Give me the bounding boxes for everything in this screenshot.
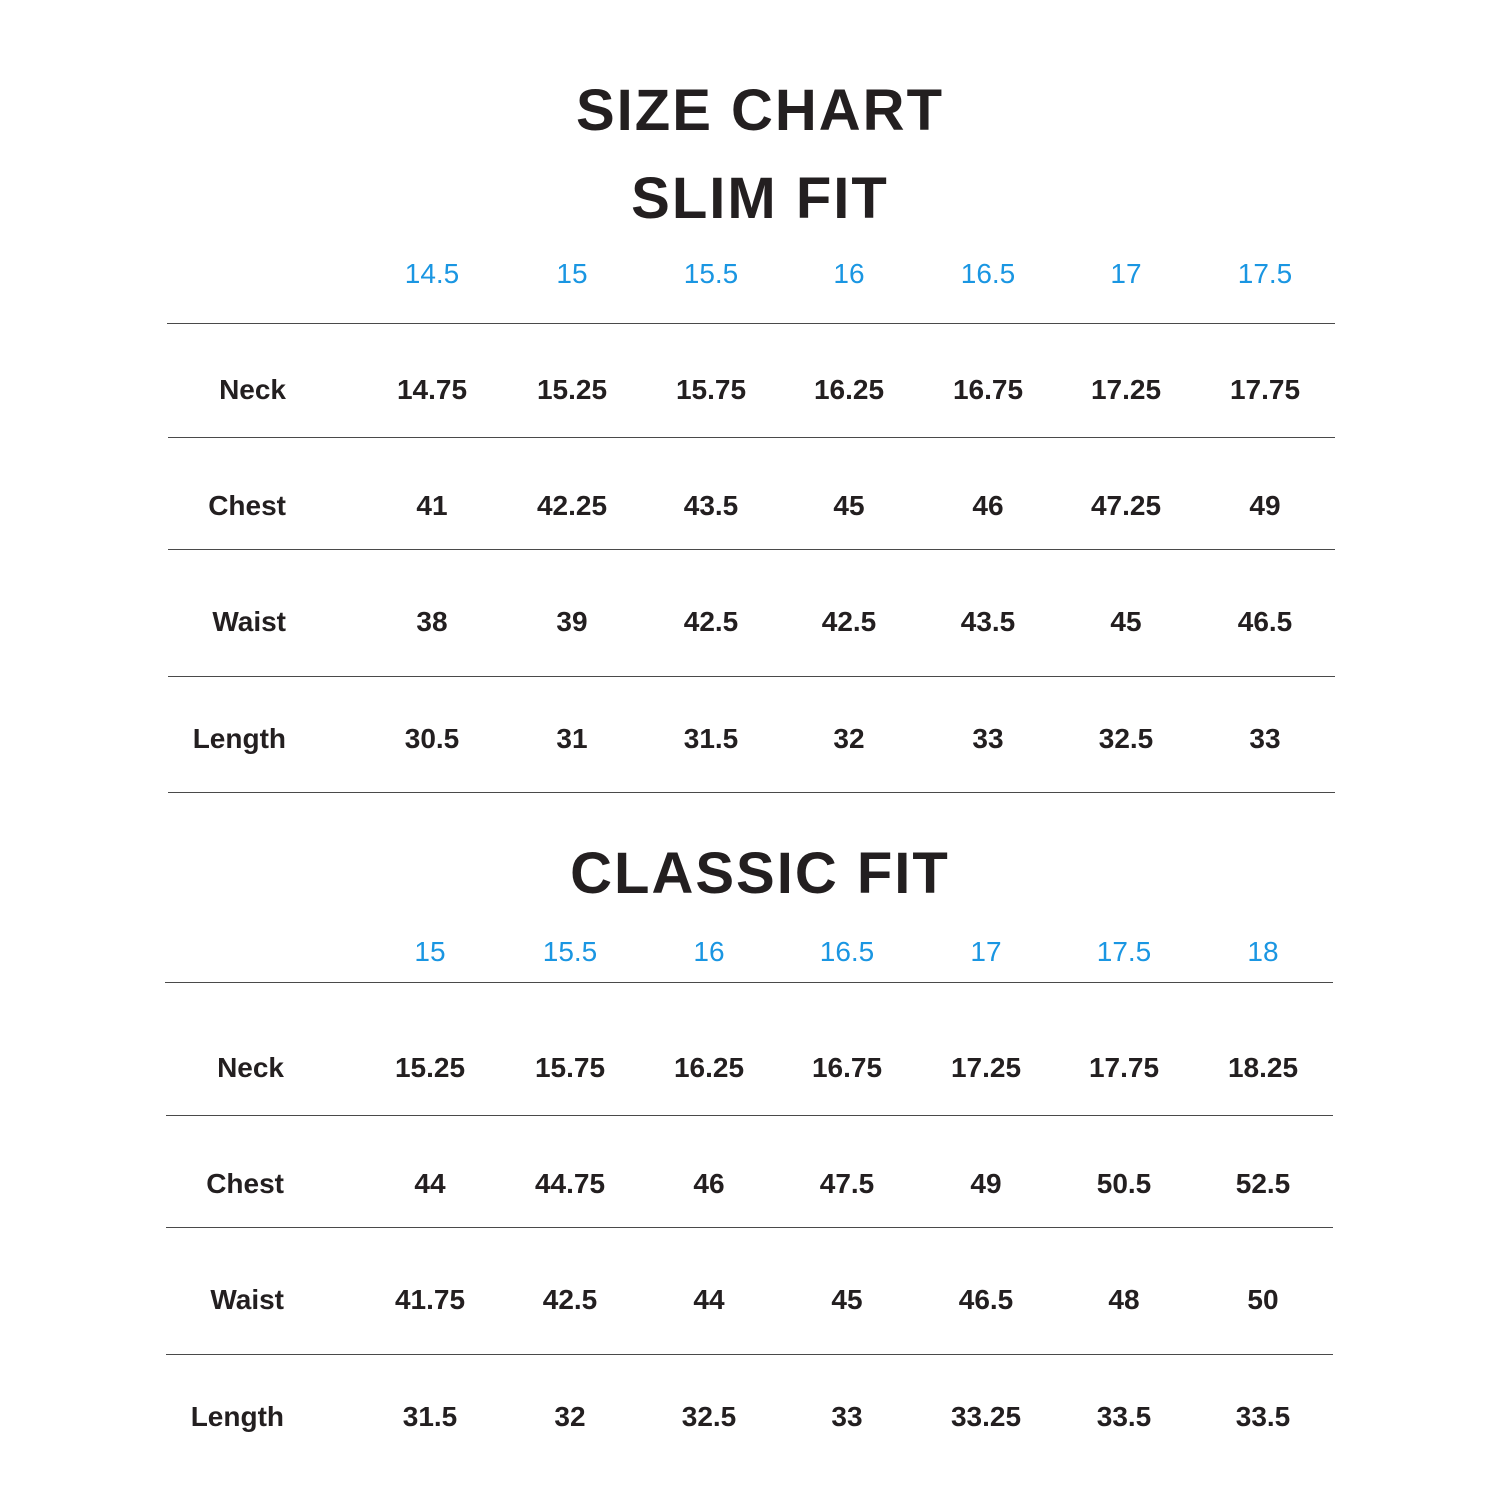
table-cell: 44 bbox=[414, 1168, 446, 1199]
row-label-chest: Chest bbox=[206, 1168, 284, 1199]
table-cell: 31.5 bbox=[402, 1401, 458, 1432]
table-cell: 50 bbox=[1247, 1284, 1279, 1315]
row-label-length: Length bbox=[192, 723, 286, 754]
table-cell: 45 bbox=[1110, 606, 1142, 637]
size-header-cell: 15.5 bbox=[542, 936, 598, 967]
table-cell: 42.25 bbox=[536, 490, 608, 521]
table-cell: 42.5 bbox=[542, 1284, 598, 1315]
table-cell: 47.5 bbox=[819, 1168, 875, 1199]
table-divider bbox=[165, 982, 1333, 983]
row-label-neck: Neck bbox=[219, 374, 286, 405]
table-cell: 17.75 bbox=[1088, 1052, 1160, 1083]
size-header-cell: 17 bbox=[1110, 258, 1142, 289]
row-label-waist: Waist bbox=[212, 606, 286, 637]
table-cell: 38 bbox=[416, 606, 448, 637]
table-cell: 32 bbox=[554, 1401, 586, 1432]
table-cell: 30.5 bbox=[404, 723, 460, 754]
slim-fit-heading: SLIM FIT bbox=[631, 166, 889, 231]
table-cell: 15.75 bbox=[675, 374, 747, 405]
table-cell: 33.25 bbox=[950, 1401, 1022, 1432]
table-cell: 42.5 bbox=[821, 606, 877, 637]
table-cell: 32 bbox=[833, 723, 865, 754]
table-divider bbox=[167, 323, 1335, 324]
table-cell: 47.25 bbox=[1090, 490, 1162, 521]
table-cell: 18.25 bbox=[1227, 1052, 1299, 1083]
size-header-cell: 14.5 bbox=[404, 258, 460, 289]
table-cell: 15.25 bbox=[536, 374, 608, 405]
size-header-cell: 15.5 bbox=[683, 258, 739, 289]
table-cell: 33 bbox=[831, 1401, 863, 1432]
size-header-cell: 17 bbox=[970, 936, 1002, 967]
table-cell: 46 bbox=[693, 1168, 725, 1199]
table-cell: 44 bbox=[693, 1284, 725, 1315]
table-cell: 44.75 bbox=[534, 1168, 606, 1199]
table-cell: 15.25 bbox=[394, 1052, 466, 1083]
page-title: SIZE CHART bbox=[576, 78, 944, 143]
table-cell: 43.5 bbox=[683, 490, 739, 521]
row-label-neck: Neck bbox=[217, 1052, 284, 1083]
table-cell: 50.5 bbox=[1096, 1168, 1152, 1199]
table-cell: 39 bbox=[556, 606, 588, 637]
size-header-cell: 16 bbox=[833, 258, 865, 289]
table-cell: 33 bbox=[972, 723, 1004, 754]
table-divider bbox=[168, 549, 1335, 550]
table-cell: 45 bbox=[831, 1284, 863, 1315]
table-cell: 46 bbox=[972, 490, 1004, 521]
table-cell: 17.25 bbox=[1090, 374, 1162, 405]
table-cell: 32.5 bbox=[681, 1401, 737, 1432]
size-header-cell: 16 bbox=[693, 936, 725, 967]
table-cell: 16.75 bbox=[952, 374, 1024, 405]
table-divider bbox=[166, 1354, 1333, 1355]
row-label-length: Length bbox=[190, 1401, 284, 1432]
row-label-chest: Chest bbox=[208, 490, 286, 521]
size-header-cell: 17.5 bbox=[1237, 258, 1293, 289]
size-header-cell: 17.5 bbox=[1096, 936, 1152, 967]
size-header-cell: 15 bbox=[556, 258, 588, 289]
table-cell: 16.25 bbox=[813, 374, 885, 405]
table-cell: 43.5 bbox=[960, 606, 1016, 637]
table-divider bbox=[168, 792, 1335, 793]
table-cell: 15.75 bbox=[534, 1052, 606, 1083]
table-cell: 33.5 bbox=[1096, 1401, 1152, 1432]
table-cell: 41.75 bbox=[394, 1284, 466, 1315]
table-cell: 17.25 bbox=[950, 1052, 1022, 1083]
table-divider bbox=[168, 676, 1335, 677]
table-cell: 49 bbox=[970, 1168, 1002, 1199]
table-cell: 33.5 bbox=[1235, 1401, 1291, 1432]
table-cell: 48 bbox=[1108, 1284, 1140, 1315]
size-header-cell: 15 bbox=[414, 936, 446, 967]
size-header-cell: 18 bbox=[1247, 936, 1279, 967]
table-divider bbox=[166, 1227, 1333, 1228]
table-cell: 41 bbox=[416, 490, 448, 521]
size-header-cell: 16.5 bbox=[819, 936, 875, 967]
table-cell: 46.5 bbox=[1237, 606, 1293, 637]
table-cell: 49 bbox=[1249, 490, 1281, 521]
table-cell: 46.5 bbox=[958, 1284, 1014, 1315]
table-divider bbox=[168, 437, 1335, 438]
classic-fit-heading: CLASSIC FIT bbox=[570, 841, 950, 906]
table-cell: 16.25 bbox=[673, 1052, 745, 1083]
table-cell: 31.5 bbox=[683, 723, 739, 754]
table-cell: 32.5 bbox=[1098, 723, 1154, 754]
table-cell: 45 bbox=[833, 490, 865, 521]
row-label-waist: Waist bbox=[210, 1284, 284, 1315]
table-cell: 14.75 bbox=[396, 374, 468, 405]
table-cell: 17.75 bbox=[1229, 374, 1301, 405]
table-divider bbox=[166, 1115, 1333, 1116]
table-cell: 33 bbox=[1249, 723, 1281, 754]
size-header-cell: 16.5 bbox=[960, 258, 1016, 289]
table-cell: 42.5 bbox=[683, 606, 739, 637]
table-cell: 31 bbox=[556, 723, 588, 754]
table-cell: 52.5 bbox=[1235, 1168, 1291, 1199]
table-cell: 16.75 bbox=[811, 1052, 883, 1083]
